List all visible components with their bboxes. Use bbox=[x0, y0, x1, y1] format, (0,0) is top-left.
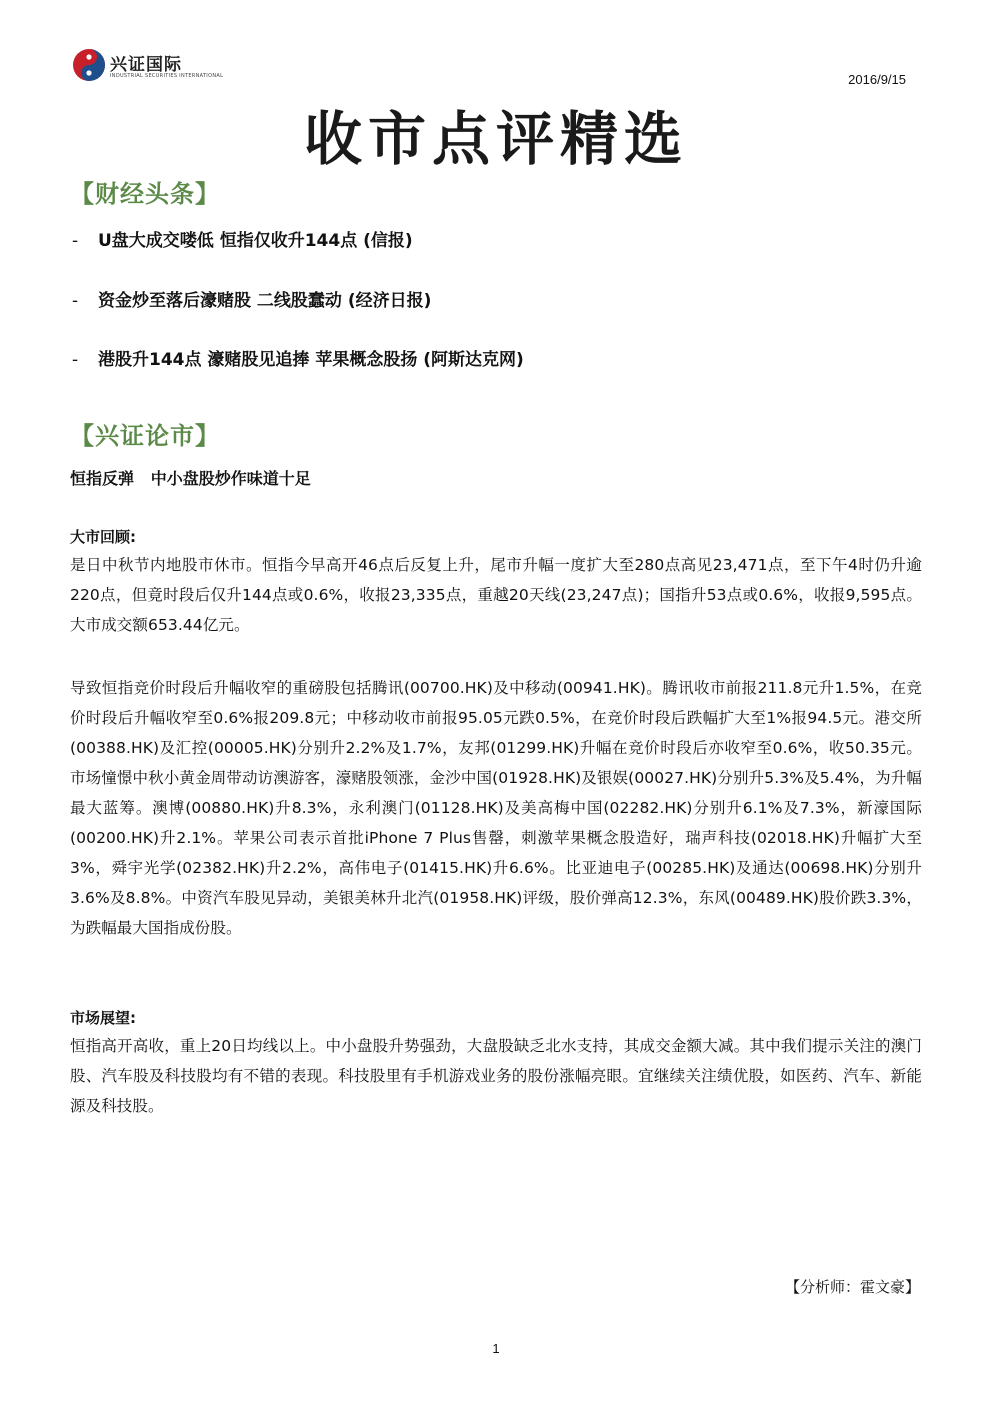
bullet-dash: - bbox=[72, 231, 79, 251]
page-title: 收市点评精选 bbox=[303, 105, 688, 173]
outlook-paragraph: 恒指高开高收，重上20日均线以上。中小盘股升势强劲，大盘股缺乏北水支持，其成交金额大减。其中我们提示关注的澳门股、汽车股及科技股均有不错的表现。科技股里有手机游戏业务的股份涨幅亮眼。宜继续关注绩优股，如医药、汽车、新能源及科技股。 bbox=[70, 1037, 922, 1115]
outlook-label: 市场展望: bbox=[70, 1009, 136, 1027]
logo-mark-icon bbox=[72, 48, 106, 82]
headline-item bbox=[72, 286, 431, 311]
headline-text: 资金炒至落后濠赌股 二线股蠢动 (经济日报) bbox=[98, 291, 432, 311]
review-paragraph-2: 导致恒指竞价时段后升幅收窄的重磅股包括腾讯(00700.HK)及中移动(00941.HK)。腾讯收市前报211.8元升1.5%，在竞价时段后升幅收窄至0.6%报209.8元；中移动收市前报95.05元跌0.5%，在竞价时段后跌幅扩大至1%报94.5元。港交所(00388.HK)及汇控(00005.HK)分别升2.2%及1.7%，友邦(01299.HK)升幅在竞价时段后亦收窄至0.6%，收50.35元。市场憧憬中秋小黄金周带动访澳游客，濠赌股领涨，金沙中国(01928.HK)及银娱(00027.HK)分别升5.3%及5.4%，为升幅最大蓝筹。澳博(00880.HK)升8.3%，永利澳门(01128.HK)及美高梅中国(02282.HK)分别升6.1%及7.3%，新濠国际(00200.HK)升2.1%。苹果公司表示首批iPhone 7 Plus售罄，刺激苹果概念股造好，瑞声科技(02018.HK)升幅扩大至3%，舜宇光学(02382.HK)升2.2%，高伟电子(01415.HK)升6.6%。比亚迪电子(00285.HK)及通达(00698.HK)分别升3.6%及8.8%。中资汽车股见异动，美银美林升北汽(01958.HK)评级，股价弹高12.3%，东风(00489.HK)股价跌3.3%，为跌幅最大国指成份股。 bbox=[70, 679, 922, 937]
headline-item bbox=[72, 226, 413, 251]
logo-text-cn: 兴证国际 bbox=[110, 55, 182, 75]
page-number: 1 bbox=[492, 1341, 500, 1356]
headline-text: 港股升144点 濠赌股见追捧 苹果概念股扬 (阿斯达克网) bbox=[98, 350, 524, 370]
report-date: 2016/9/15 bbox=[848, 72, 906, 87]
headline-text: U盘大成交喽低 恒指仅收升144点 (信报) bbox=[98, 231, 413, 251]
headlines-heading: 【财经头条】 bbox=[70, 180, 220, 208]
headline-item bbox=[72, 345, 524, 370]
review-label: 大市回顾: bbox=[70, 528, 136, 546]
company-logo bbox=[72, 46, 224, 86]
bullet-dash: - bbox=[72, 291, 79, 311]
analyst-signature: 【分析师：霍文豪】 bbox=[784, 1278, 920, 1296]
logo-text-en: INDUSTRIAL SECURITIES INTERNATIONAL bbox=[110, 73, 224, 79]
bullet-dash: - bbox=[72, 350, 79, 370]
review-paragraph-1: 是日中秋节内地股市休市。恒指今早高开46点后反复上升，尾市升幅一度扩大至280点高见23,471点，至下午4时仍升逾220点，但竟时段后仅升144点或0.6%，收报23,335点，重越20天线(23,247点)；国指升53点或0.6%，收报9,595点。大市成交额653.44亿元。 bbox=[70, 556, 922, 634]
commentary-subtitle: 恒指反弹 中小盘股炒作味道十足 bbox=[70, 469, 311, 488]
commentary-heading: 【兴证论市】 bbox=[70, 422, 220, 450]
